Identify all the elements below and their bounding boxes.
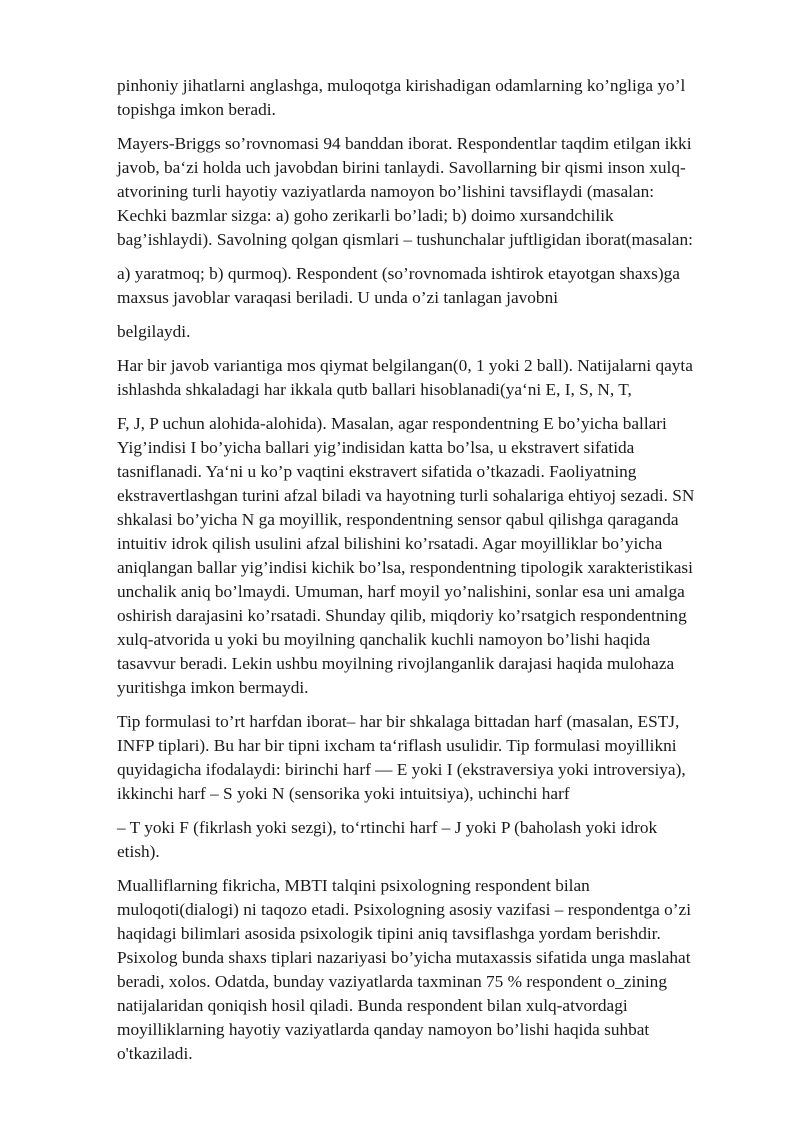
text-line: haqidagi bilimlari asosida psixologik tipini aniq tavsiflashga yordam berishdir. [117, 924, 661, 943]
text-line: o'tkaziladi. [117, 1044, 193, 1063]
paragraph [117, 354, 747, 402]
text-line: etish). [117, 842, 160, 861]
text-line: Yig’indisi I bo’yicha ballari yig’indisidan katta bo’lsa, u ekstravert sifatida [117, 438, 635, 457]
text-line: ishlashda shkaladagi har ikkala qutb ballari hisoblanadi(ya‘ni E, I, S, N, T, [117, 380, 632, 399]
text-line: bag’ishlaydi). Savolning qolgan qismlari – tushunchalar juftligidan iborat(masalan: [117, 230, 693, 249]
text-line: topishga imkon beradi. [117, 100, 276, 119]
text-line: atvorining turli hayotiy vaziyatlarda namoyon bo’lishini tavsiflaydi (masalan: [117, 182, 655, 201]
text-line: Mualliflarning fikricha, MBTI talqini psixologning respondent bilan [117, 876, 590, 895]
paragraph [117, 412, 747, 700]
text-line: moyilliklarning hayotiy vaziyatlarda qanday namoyon bo’lishi haqida suhbat [117, 1020, 650, 1039]
text-line: maxsus javoblar varaqasi beriladi. U unda o’zi tanlagan javobni [117, 288, 559, 307]
paragraph [117, 132, 747, 252]
text-line: ikkinchi harf – S yoki N (sensorika yoki intuitsiya), uchinchi harf [117, 784, 570, 803]
paragraph [117, 874, 747, 1066]
text-line: natijalaridan qoniqish hosil qiladi. Bunda respondent bilan xulq-atvordagi [117, 996, 628, 1015]
paragraph [117, 74, 747, 122]
text-line: quyidagicha ifodalaydi: birinchi harf — E yoki I (ekstraversiya yoki introversiya), [117, 760, 686, 779]
text-line: oshirish darajasini ko’rsatadi. Shunday qilib, miqdoriy ko’rsatgich respondentning [117, 606, 687, 625]
text-line: INFP tiplari). Bu har bir tipni ixcham ta‘riflash usulidir. Tip formulasi moyillikni [117, 736, 677, 755]
text-line: – T yoki F (fikrlash yoki sezgi), to‘rtinchi harf – J yoki P (baholash yoki idrok [117, 818, 658, 837]
text-line: Psixolog bunda shaxs tiplari nazariyasi bo’yicha mutaxassis sifatida unga maslahat [117, 948, 691, 967]
paragraph [117, 710, 747, 806]
text-line: Tip formulasi to’rt harfdan iborat– har bir shkalaga bittadan harf (masalan, ESTJ, [117, 712, 680, 731]
text-line: Mayers-Briggs so’rovnomasi 94 banddan iborat. Respondentlar taqdim etilgan ikki [117, 134, 692, 153]
text-line: Har bir javob variantiga mos qiymat belgilangan(0, 1 yoki 2 ball). Natijalarni qayta [117, 356, 693, 375]
text-line: beradi, xolos. Odatda, bunday vaziyatlarda taxminan 75 % respondent o_zining [117, 972, 667, 991]
paragraph [117, 320, 747, 344]
text-line: yuritishga imkon bermaydi. [117, 678, 309, 697]
paragraph [117, 262, 747, 310]
text-line: muloqoti(dialogi) ni taqozo etadi. Psixologning asosiy vazifasi – respondentga o’zi [117, 900, 692, 919]
text-line: aniqlangan ballar yig’indisi kichik bo’lsa, respondentning tipologik xarakteristikasi [117, 558, 693, 577]
text-line: javob, ba‘zi holda uch javobdan birini tanlaydi. Savollarning bir qismi inson xulq- [117, 158, 686, 177]
paragraph [117, 816, 747, 864]
text-line: xulq-atvorida u yoki bu moyilning qanchalik kuchli namoyon bo’lishi haqida [117, 630, 651, 649]
text-line: tasavvur beradi. Lekin ushbu moyilning rivojlanganlik darajasi haqida mulohaza [117, 654, 675, 673]
text-line: a) yaratmoq; b) qurmoq). Respondent (so’rovnomada ishtirok etayotgan shaxs)ga [117, 264, 680, 283]
document-body [117, 74, 747, 1076]
text-line: intuitiv idrok qilish usulini afzal bilishini ko’rsatadi. Agar moyilliklar bo’yicha [117, 534, 663, 553]
text-line: Kechki bazmlar sizga: a) goho zerikarli bo’ladi; b) doimo xursandchilik [117, 206, 614, 225]
text-line: ekstravertlashgan turini afzal biladi va hayotning turli sohalariga ehtiyoj sezadi. SN [117, 486, 695, 505]
text-line: shkalasi bo’yicha N ga moyillik, respondentning sensor qabul qilishga qaraganda [117, 510, 679, 529]
text-line: unchalik aniq bo’lmaydi. Umuman, harf moyil yo’nalishini, sonlar esa uni amalga [117, 582, 685, 601]
text-line: pinhoniy jihatlarni anglashga, muloqotga kirishadigan odamlarning ko’ngliga yo’l [117, 76, 686, 95]
text-line: F, J, P uchun alohida-alohida). Masalan, agar respondentning E bo’yicha ballari [117, 414, 667, 433]
text-line: tasniflanadi. Ya‘ni u ko’p vaqtini ekstravert sifatida o’tkazadi. Faoliyatning [117, 462, 637, 481]
text-line: belgilaydi. [117, 322, 191, 341]
